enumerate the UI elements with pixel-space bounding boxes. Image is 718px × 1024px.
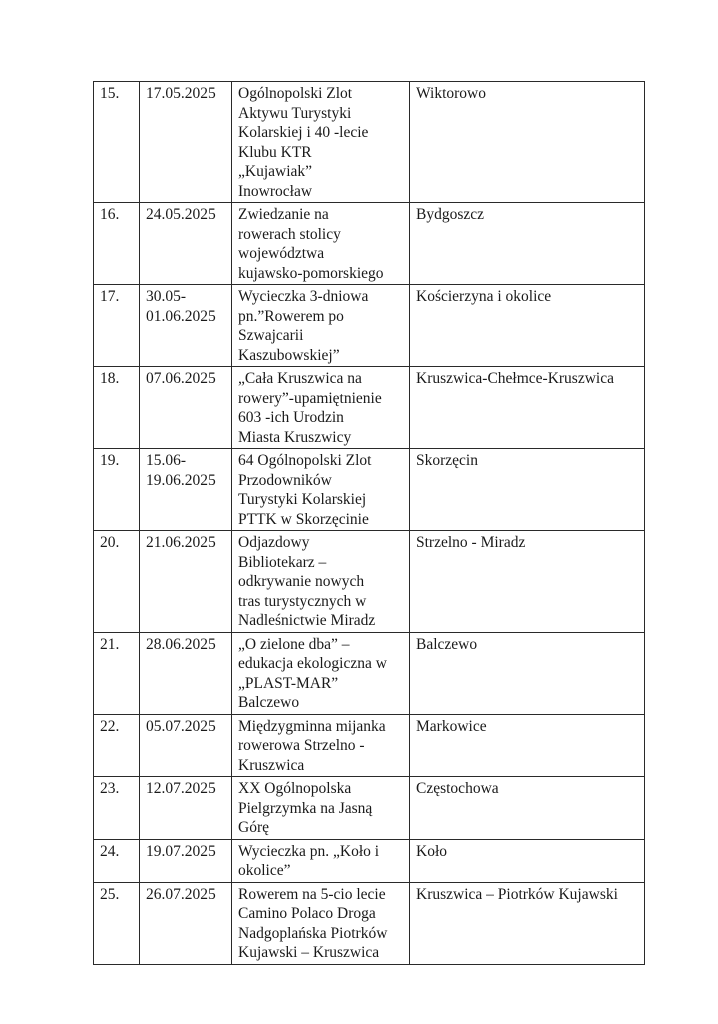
row-number: 19. [94,449,140,531]
event-name-line: województwa [238,245,325,262]
event-name-line: Szwajcarii [238,327,304,344]
event-place: Balczewo [410,632,645,714]
event-name-line: Klubu KTR [238,143,312,161]
event-name-line: Ogólnopolski Zlot [238,85,353,102]
event-name-line: Odjazdowy [238,534,310,551]
event-date-line: 19.07.2025 [146,842,216,860]
event-date-line: 19.06.2025 [146,471,216,489]
event-place: Markowice [410,714,645,777]
event-name-line: rowery”-upamiętnienie [238,389,382,407]
table-row [94,839,645,882]
event-name-line: XX Ogólnopolska [238,780,352,797]
row-number: 15. [94,82,140,203]
event-name-line: rowerach stolicy [238,225,341,243]
event-date [140,367,232,449]
event-name-line: odkrywanie nowych [238,573,365,590]
event-name [232,449,410,531]
event-name-line: kujawsko-pomorskiego [238,264,384,282]
event-date [140,777,232,840]
event-name-line: Balczewo [238,694,300,711]
event-date [140,449,232,531]
event-name-line: Kruszwica [238,756,305,774]
event-name-line: Kaszubowskiej” [238,346,340,364]
event-date-line: 26.07.2025 [146,885,216,903]
event-date-line: 05.07.2025 [146,717,216,735]
event-date-line: 30.05- [146,288,187,305]
event-date [140,632,232,714]
event-name-line: tras turystycznych w [238,592,367,610]
event-place: Kruszwica-Chełmce-Kruszwica [410,367,645,449]
event-date-line: 12.07.2025 [146,780,216,797]
event-name [232,531,410,633]
event-place: Strzelno - Miradz [410,531,645,633]
table-row [94,449,645,531]
event-name-line: Inowrocław [238,182,313,200]
row-number: 18. [94,367,140,449]
event-name-line: „O zielone dba” – [238,635,350,653]
event-name-line: Przodowników [238,471,332,489]
event-name-line: Bibliotekarz – [238,553,327,571]
event-name-line: Pielgrzymka na Jasną [238,799,373,817]
table-row [94,82,645,203]
table-row [94,203,645,285]
row-number: 21. [94,632,140,714]
event-name [232,203,410,285]
events-table [93,81,645,965]
row-number: 20. [94,531,140,633]
event-name [232,714,410,777]
event-name-line: Rowerem na 5-cio lecie [238,885,386,903]
event-date [140,203,232,285]
event-name-line: Miasta Kruszwicy [238,428,352,446]
event-name-line: Górę [238,819,269,836]
event-name [232,285,410,367]
event-name-line: Camino Polaco Droga [238,905,376,922]
table-row [94,367,645,449]
row-number: 23. [94,777,140,840]
event-date-line: 01.06.2025 [146,307,216,325]
event-name-line: Kolarskiej i 40 -lecie [238,124,369,141]
row-number: 25. [94,882,140,964]
event-place: Skorzęcin [410,449,645,531]
event-date-line: 07.06.2025 [146,370,216,387]
event-name-line: „PLAST-MAR” [238,674,339,692]
event-place: Bydgoszcz [410,203,645,285]
row-number: 24. [94,839,140,882]
event-name-line: Kujawski – Kruszwica [238,944,380,961]
event-date [140,839,232,882]
event-name-line: 64 Ogólnopolski Zlot [238,452,372,469]
event-name-line: edukacja ekologiczna w [238,655,387,672]
event-date [140,714,232,777]
event-name-line: Nadleśnictwie Miradz [238,612,376,629]
event-date-line: 24.05.2025 [146,206,216,223]
table-row [94,882,645,964]
table-row [94,714,645,777]
event-name-line: Turystyki Kolarskiej [238,491,367,508]
table-row [94,777,645,840]
row-number: 17. [94,285,140,367]
event-name [232,632,410,714]
event-place: Kościerzyna i okolice [410,285,645,367]
event-date [140,882,232,964]
event-place: Częstochowa [410,777,645,840]
event-name-line: Aktywu Turystyki [238,104,352,122]
event-place: Wiktorowo [410,82,645,203]
event-name-line: Wycieczka pn. „Koło i [238,842,380,860]
event-name-line: 603 -ich Urodzin [238,409,344,426]
event-date [140,285,232,367]
table-row [94,285,645,367]
table-row [94,531,645,633]
event-date [140,531,232,633]
event-name [232,777,410,840]
table-row [94,632,645,714]
event-date-line: 28.06.2025 [146,635,216,653]
event-date [140,82,232,203]
event-date-line: 17.05.2025 [146,85,216,102]
event-name-line: rowerowa Strzelno - [238,737,365,754]
event-date-line: 15.06- [146,452,187,469]
event-name-line: okolice” [238,862,291,879]
event-name-line: Nadgoplańska Piotrków [238,924,388,942]
event-name-line: PTTK w Skorzęcinie [238,510,369,528]
event-name [232,367,410,449]
event-name-line: pn.”Rowerem po [238,307,344,325]
event-name-line: Wycieczka 3-dniowa [238,288,369,305]
event-date-line: 21.06.2025 [146,534,216,551]
event-name [232,882,410,964]
event-place: Koło [410,839,645,882]
event-name-line: Zwiedzanie na [238,206,329,223]
row-number: 16. [94,203,140,285]
row-number: 22. [94,714,140,777]
event-name [232,839,410,882]
event-name-line: „Cała Kruszwica na [238,370,362,387]
events-table-body [94,82,645,965]
event-place: Kruszwica – Piotrków Kujawski [410,882,645,964]
event-name-line: „Kujawiak” [238,163,313,180]
event-name [232,82,410,203]
event-name-line: Międzygminna mijanka [238,717,386,735]
